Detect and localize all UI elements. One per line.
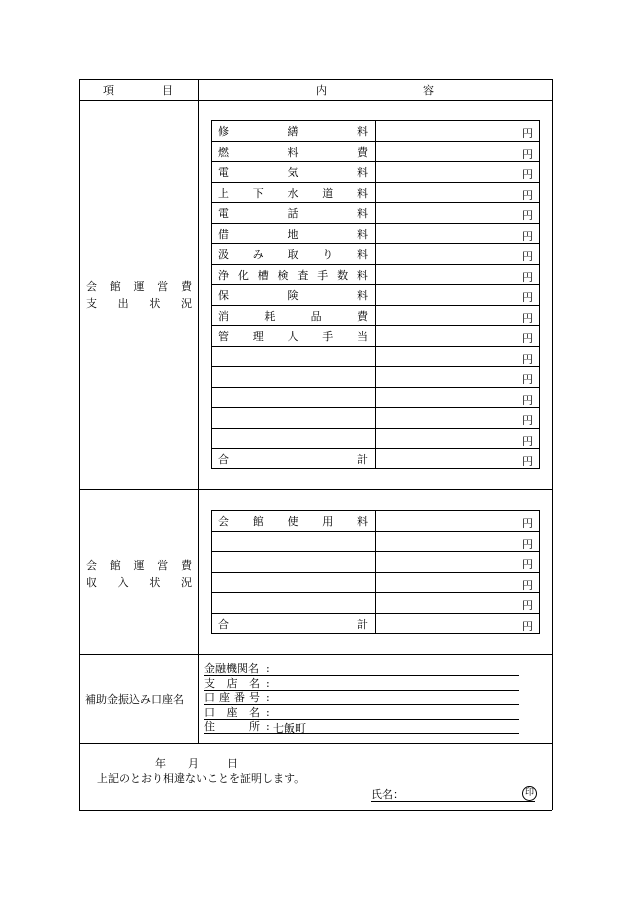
bank-field-colon: : bbox=[266, 662, 270, 675]
signature-line[interactable] bbox=[371, 801, 535, 802]
bank-field-underline bbox=[204, 733, 519, 734]
bank-field-label: 口 座 番 号 bbox=[204, 691, 260, 704]
seal-mark: 印 bbox=[522, 786, 537, 801]
yen-unit: 円 bbox=[522, 209, 533, 222]
expense-item-label: 管 理 人 手 当 bbox=[218, 330, 368, 344]
bank-field-value[interactable]: 七飯町 bbox=[273, 722, 306, 735]
expense-label-line2: 支 出 状 況 bbox=[86, 297, 192, 310]
expense-item-label bbox=[218, 429, 368, 450]
income-amount-field[interactable] bbox=[376, 532, 539, 553]
income-item-label bbox=[218, 532, 368, 553]
column-divider bbox=[198, 79, 199, 743]
bank-field-colon: : bbox=[266, 677, 270, 690]
yen-unit: 円 bbox=[522, 455, 533, 468]
frame-top-border bbox=[79, 79, 552, 80]
bank-field-label: 金融機関名 bbox=[204, 662, 259, 675]
expense-item-label: 保 険 料 bbox=[218, 289, 368, 303]
expense-amount-field[interactable] bbox=[376, 203, 539, 224]
income-amount-field[interactable] bbox=[376, 614, 539, 635]
expense-amount-field[interactable] bbox=[376, 347, 539, 368]
frame-left-border bbox=[79, 79, 80, 810]
income-item-label: 合 計 bbox=[218, 617, 368, 631]
expense-amount-field[interactable] bbox=[376, 429, 539, 450]
income-table bbox=[211, 510, 540, 634]
expense-amount-field[interactable] bbox=[376, 142, 539, 163]
yen-unit: 円 bbox=[522, 578, 533, 592]
expense-amount-field[interactable] bbox=[376, 326, 539, 347]
expense-amount-field[interactable] bbox=[376, 388, 539, 409]
expense-item-label bbox=[218, 388, 368, 409]
income-item-label bbox=[218, 573, 368, 594]
bank-field-label: 口 座 名 bbox=[204, 706, 260, 719]
cert-day: 日 bbox=[227, 757, 238, 770]
expense-amount-field[interactable] bbox=[376, 162, 539, 183]
bank-field-colon: : bbox=[266, 720, 270, 733]
expense-item-label: 合 計 bbox=[218, 453, 368, 467]
expense-item-label: 浄 化 槽 検 査 手 数 料 bbox=[218, 268, 368, 282]
yen-unit: 円 bbox=[522, 517, 533, 530]
expense-amount-field[interactable] bbox=[376, 408, 539, 429]
income-label-line2: 収 入 状 況 bbox=[86, 576, 192, 589]
yen-unit: 円 bbox=[522, 352, 533, 366]
expense-item-label: 燃 料 費 bbox=[218, 145, 368, 159]
frame-bottom-border bbox=[79, 810, 552, 811]
yen-unit: 円 bbox=[522, 599, 533, 612]
bank-field-label: 住 所 bbox=[204, 720, 260, 733]
bank-field-colon: : bbox=[266, 691, 270, 704]
expense-item-label: 汲 み 取 り 料 bbox=[218, 248, 368, 262]
expense-amount-field[interactable] bbox=[376, 367, 539, 388]
income-amount-field[interactable] bbox=[376, 573, 539, 594]
yen-unit: 円 bbox=[522, 229, 533, 243]
signature-name-label: 氏名： bbox=[371, 788, 404, 801]
section-divider-expense bbox=[79, 489, 552, 490]
bank-field-label: 支 店 名 bbox=[204, 677, 260, 690]
yen-unit: 円 bbox=[522, 250, 533, 263]
cert-year: 年 bbox=[155, 757, 166, 770]
yen-unit: 円 bbox=[522, 291, 533, 304]
header-item-label: 項 目 bbox=[103, 84, 173, 97]
expense-amount-field[interactable] bbox=[376, 449, 539, 470]
yen-unit: 円 bbox=[522, 332, 533, 345]
income-item-label: 会 館 使 用 料 bbox=[218, 515, 368, 529]
bank-account-label: 補助金振込み口座名 bbox=[85, 693, 184, 706]
expense-item-label: 借 地 料 bbox=[218, 227, 368, 241]
income-amount-field[interactable] bbox=[376, 511, 539, 532]
expense-item-label: 上 下 水 道 料 bbox=[218, 186, 368, 200]
income-label-line1: 会 館 運 営 費 bbox=[86, 559, 192, 572]
yen-unit: 円 bbox=[522, 188, 533, 202]
section-divider-income bbox=[79, 654, 552, 655]
income-amount-field[interactable] bbox=[376, 593, 539, 614]
yen-unit: 円 bbox=[522, 619, 533, 633]
yen-unit: 円 bbox=[522, 373, 533, 386]
header-divider bbox=[79, 100, 552, 101]
expense-item-label bbox=[218, 367, 368, 388]
expense-amount-field[interactable] bbox=[376, 244, 539, 265]
expense-amount-field[interactable] bbox=[376, 121, 539, 142]
yen-unit: 円 bbox=[522, 270, 533, 284]
yen-unit: 円 bbox=[522, 311, 533, 325]
expense-item-label bbox=[218, 408, 368, 429]
yen-unit: 円 bbox=[522, 537, 533, 551]
cert-month: 月 bbox=[188, 757, 199, 770]
expense-amount-field[interactable] bbox=[376, 224, 539, 245]
yen-unit: 円 bbox=[522, 127, 533, 140]
yen-unit: 円 bbox=[522, 168, 533, 181]
yen-unit: 円 bbox=[522, 393, 533, 407]
expense-amount-field[interactable] bbox=[376, 183, 539, 204]
expense-item-label: 電 話 料 bbox=[218, 207, 368, 221]
income-amount-field[interactable] bbox=[376, 552, 539, 573]
expense-item-label: 電 気 料 bbox=[218, 166, 368, 180]
frame-right-border bbox=[552, 79, 553, 810]
expense-amount-field[interactable] bbox=[376, 306, 539, 327]
section-divider-bank bbox=[79, 743, 552, 744]
expense-amount-field[interactable] bbox=[376, 285, 539, 306]
header-content-label: 内 容 bbox=[316, 84, 434, 97]
bank-field-colon: : bbox=[266, 706, 270, 719]
expense-item-label bbox=[218, 347, 368, 368]
yen-unit: 円 bbox=[522, 414, 533, 427]
income-item-label bbox=[218, 552, 368, 573]
expense-label-line1: 会 館 運 営 費 bbox=[86, 280, 192, 293]
income-item-label bbox=[218, 593, 368, 614]
yen-unit: 円 bbox=[522, 434, 533, 448]
expense-table bbox=[211, 120, 540, 469]
yen-unit: 円 bbox=[522, 558, 533, 571]
cert-statement: 上記のとおり相違ないことを証明します。 bbox=[97, 772, 306, 785]
yen-unit: 円 bbox=[522, 147, 533, 161]
expense-item-label: 消 耗 品 費 bbox=[218, 309, 368, 323]
expense-item-label: 修 繕 料 bbox=[218, 125, 368, 139]
expense-amount-field[interactable] bbox=[376, 265, 539, 286]
